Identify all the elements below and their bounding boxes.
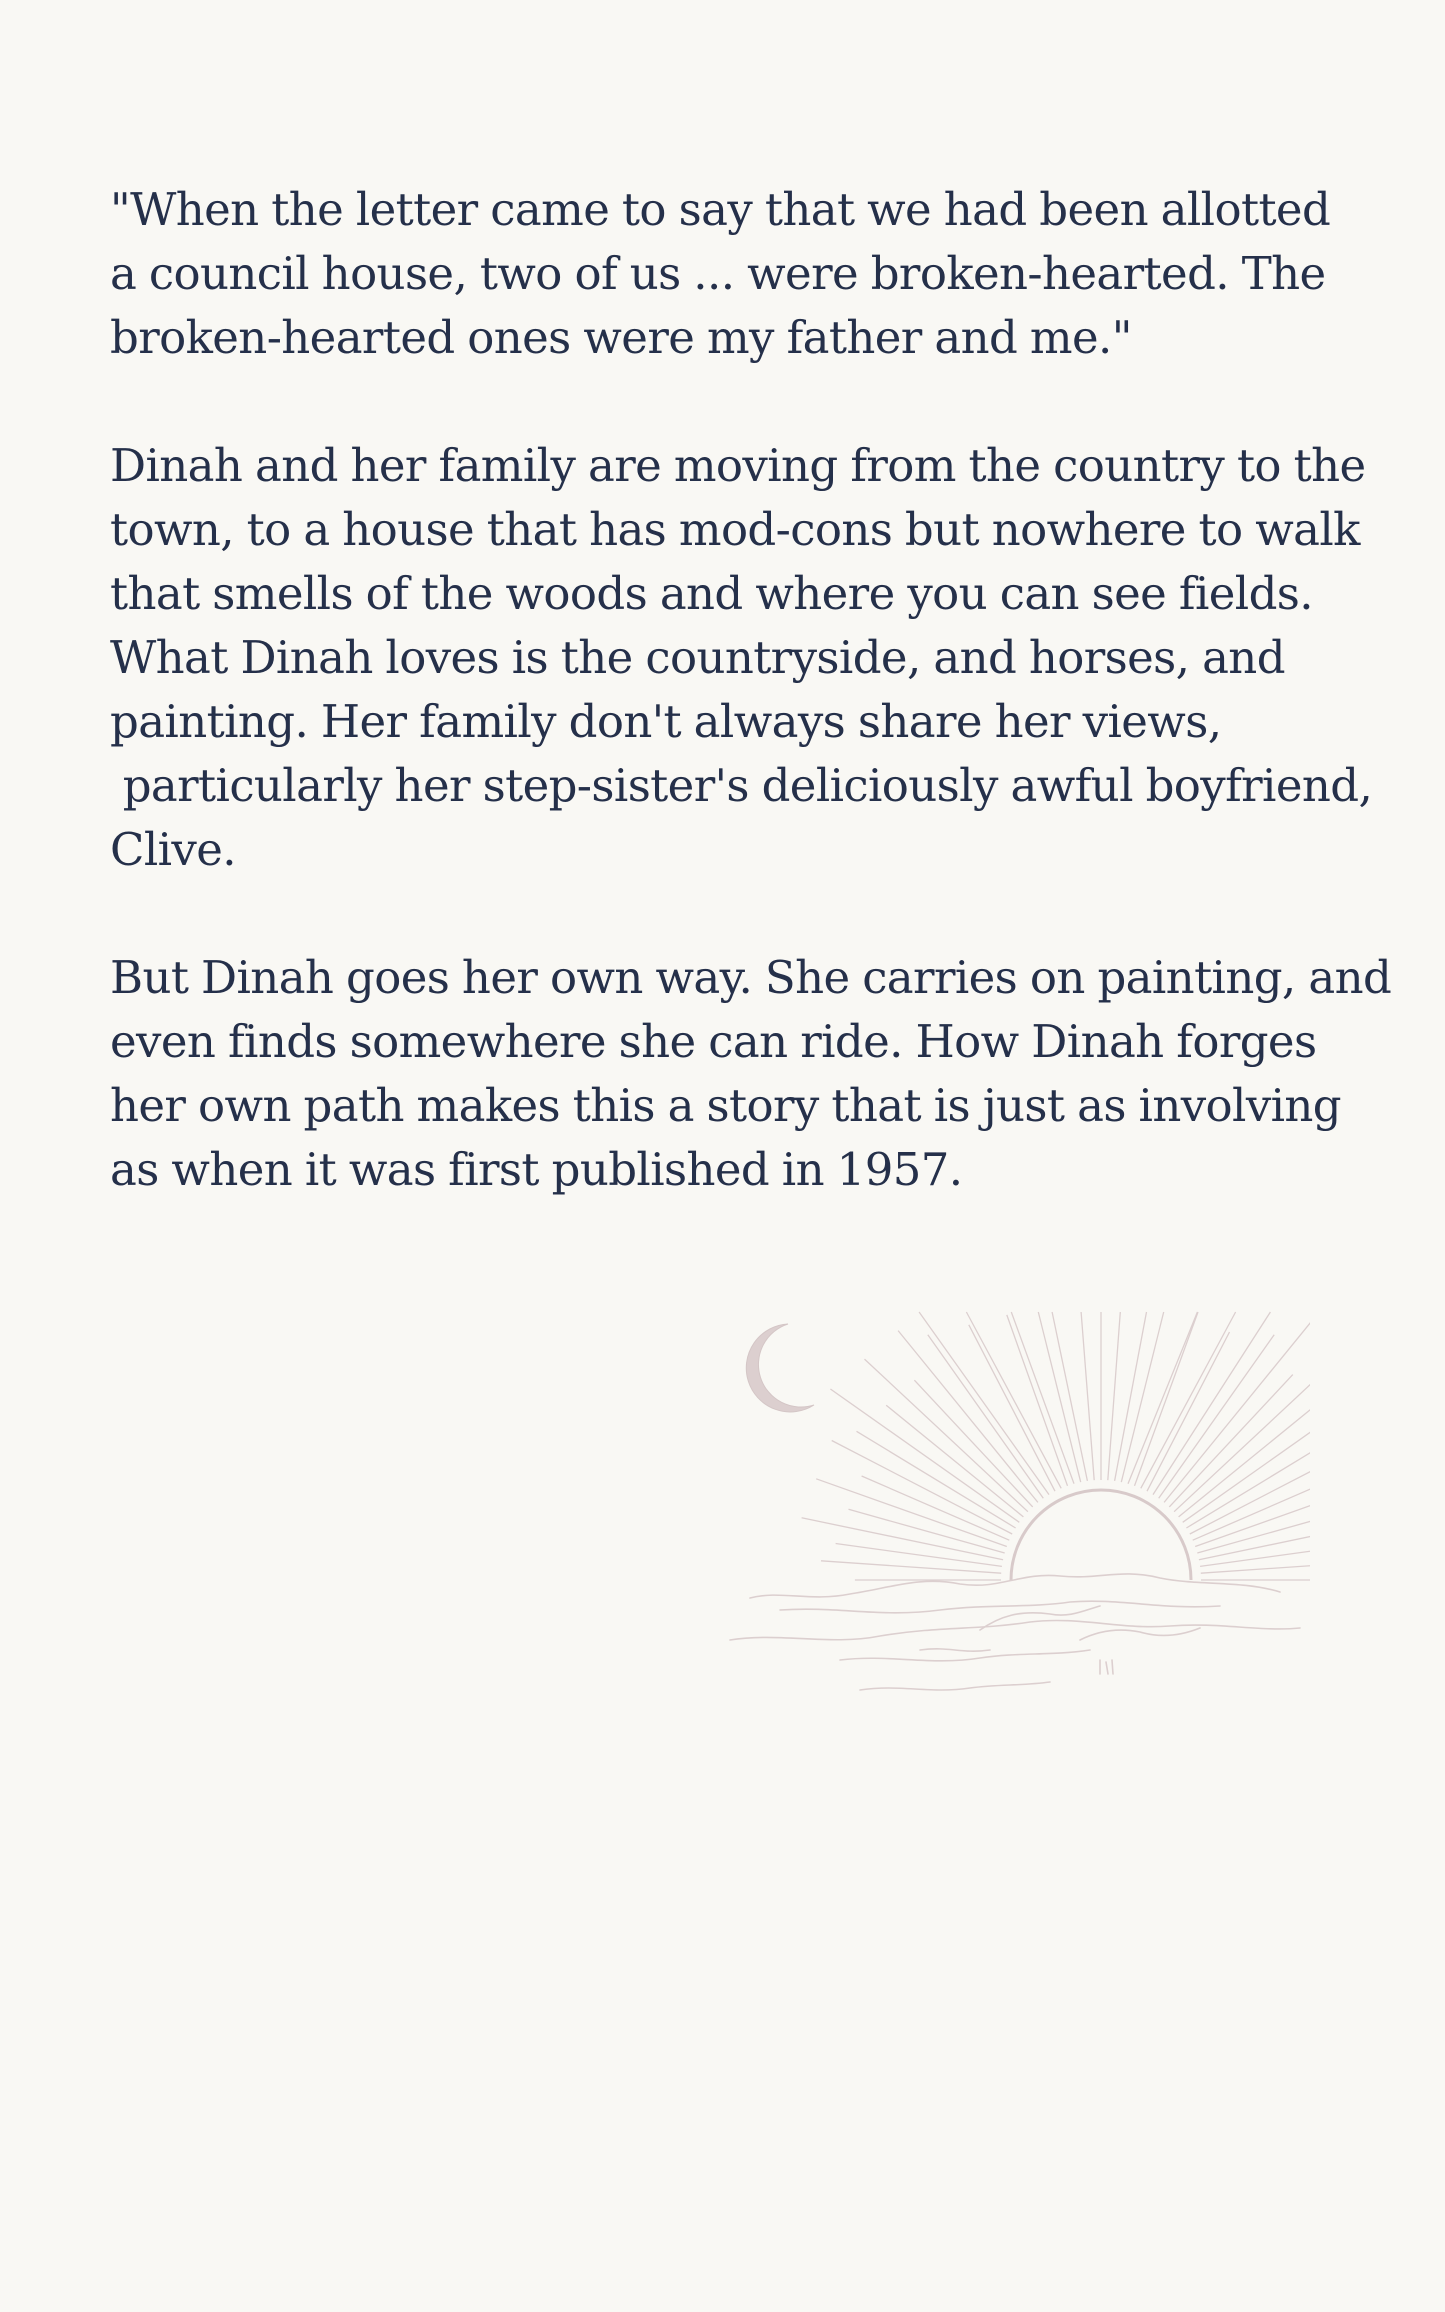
text-line: even finds somewhere she can ride. How Dinah forges <box>110 1015 1317 1068</box>
sun-ray <box>830 1389 1019 1522</box>
sun-ray <box>1081 1312 1094 1480</box>
sun-ray <box>1193 1473 1310 1540</box>
sun-ray <box>1174 1359 1310 1512</box>
text-line: as when it was first published in 1957. <box>110 1143 963 1196</box>
landscape-hills <box>730 1574 1300 1690</box>
sun-ray <box>1108 1312 1121 1480</box>
text-line: particularly her step-sister's deliciously awful boyfriend, <box>110 759 1373 812</box>
crescent-moon <box>746 1324 814 1412</box>
sun-ray <box>919 1312 1049 1495</box>
sun-ray <box>1197 1511 1310 1553</box>
sun-ray <box>966 1312 1061 1488</box>
sun-ray <box>832 1441 1013 1535</box>
text-line: that smells of the woods and where you can see fields. <box>110 567 1313 620</box>
text-line: her own path makes this a story that is just as involving <box>110 1079 1342 1132</box>
sun-ray <box>969 1325 1055 1491</box>
sun-ray <box>1011 1312 1074 1484</box>
text-line: a council house, two of us ... were broken-hearted. The <box>110 247 1326 300</box>
text-line: broken-hearted ones were my father and me." <box>110 311 1132 364</box>
summary-paragraph <box>110 434 1373 882</box>
sun-ray <box>1201 1560 1310 1573</box>
sun-ray <box>1147 1332 1230 1491</box>
text-line: town, to a house that has mod-cons but nowhere to walk <box>110 503 1360 556</box>
sun-ray <box>1115 1312 1147 1481</box>
quote-paragraph <box>110 178 1340 370</box>
closing-paragraph <box>110 946 1392 1202</box>
sun-ray <box>1190 1431 1310 1534</box>
rising-sun <box>1011 1490 1191 1580</box>
sunrise-over-landscape-with-crescent-moon-icon <box>720 1310 1310 1710</box>
sun-ray <box>928 1335 1044 1499</box>
sun-rays <box>802 1312 1310 1580</box>
text-line: Clive. <box>110 823 236 876</box>
book-blurb <box>110 178 1392 1266</box>
sun-ray <box>1153 1312 1270 1495</box>
sun-ray <box>862 1476 1010 1540</box>
text-line: Dinah and her family are moving from the country to the <box>110 439 1366 492</box>
text-line: But Dinah goes her own way. She carries on painting, and <box>110 951 1392 1004</box>
sun-ray <box>1159 1335 1275 1499</box>
sun-ray <box>816 1479 1007 1547</box>
text-line: "When the letter came to say that we had been allotted <box>110 183 1331 236</box>
text-line: painting. Her family don't always share her views, <box>110 695 1222 748</box>
text-line: What Dinah loves is the countryside, and horses, and <box>110 631 1285 684</box>
sun-ray <box>849 1509 1005 1553</box>
sun-ray <box>886 1405 1023 1517</box>
